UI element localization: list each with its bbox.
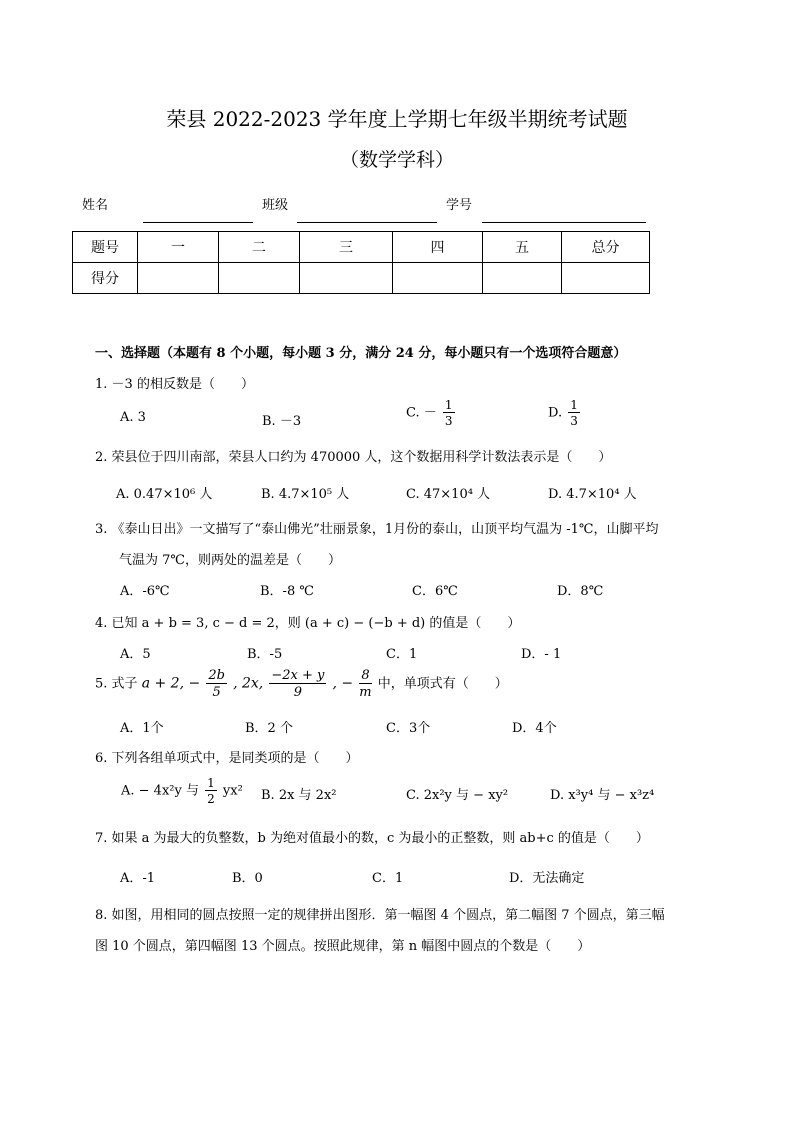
name-label: 姓名 [82,198,109,213]
denominator: 2 [207,792,215,806]
q4-option-c: C．1 [386,647,418,662]
q6-option-c: C. 2x²y 与 − xy² [406,788,509,803]
fraction [269,669,326,699]
table-cell: 三 [300,232,393,263]
denominator: m [359,685,372,700]
fraction [206,669,227,699]
q6-option-a-pre: A. − 4x²y 与 [121,783,199,799]
table-cell: 一 [138,232,219,263]
q1-option-c [406,399,457,427]
q7-option-d: D．无法确定 [509,871,585,886]
q5-term-3: , − [332,675,354,692]
q1-option-a: A. 3 [120,410,146,425]
name-field[interactable] [143,222,253,223]
fraction [359,669,371,699]
question-8-line-1: 8. 如图，用相同的圆点按照一定的规律拼出图形．第一幅图 4 个圆点，第二幅图 7 个圆点，第三幅 [95,908,665,923]
numerator: 1 [444,398,453,412]
q7-option-b: B．0 [232,871,263,886]
q2-option-d: D. 4.7×10⁴ 人 [548,487,637,502]
table-row [73,232,650,263]
q1-option-b: B. －3 [262,414,302,429]
id-label: 学号 [446,198,473,213]
q1-option-d [548,399,582,427]
fraction [443,399,455,427]
q1-option-d-prefix: D. [548,405,563,421]
q5-option-a: A．1个 [120,721,164,736]
id-field[interactable] [482,222,646,223]
class-field[interactable] [297,222,437,223]
table-cell: 得分 [73,263,138,294]
q1-option-c-prefix: C. － [406,405,437,421]
denominator: 9 [293,685,303,700]
q5-suffix: 中，单项式有（ ） [377,676,508,692]
score-input-cell[interactable] [562,263,650,294]
question-4: 4. 已知 a + b = 3, c − d = 2，则 (a + c) − (−b + d) 的值是（ ） [95,616,521,631]
q2-option-a: A. 0.47×10⁶ 人 [116,487,213,502]
table-cell: 五 [483,232,562,263]
question-3-line-1: 3. 《泰山日出》一文描写了“泰山佛光”壮丽景象，1月份的泰山，山顶平均气温为 -1℃，山脚平均 [95,522,659,537]
denominator: 5 [212,685,221,700]
exam-subtitle: （数学学科） [339,149,454,171]
q2-option-c: C. 47×10⁴ 人 [406,487,491,502]
score-input-cell[interactable] [483,263,562,294]
table-cell: 四 [393,232,483,263]
question-3-line-2: 气温为 7℃，则两处的温差是（ ） [119,553,341,568]
question-6: 6. 下列各组单项式中，是同类项的是（ ） [95,751,359,766]
q4-option-a: A．5 [120,647,151,662]
numerator: 1 [570,398,578,412]
q3-option-c: C．6℃ [412,584,458,599]
question-1: 1. －3 的相反数是（ ） [95,377,254,392]
q5-prefix: 5. 式子 [95,676,138,692]
q6-option-d: D. x³y⁴ 与 − x³z⁴ [550,788,655,803]
fraction [205,777,217,805]
table-cell: 题号 [73,232,138,263]
exam-title: 荣县 2022-2023 学年度上学期七年级半期统考试题 [166,107,628,131]
score-input-cell[interactable] [393,263,483,294]
q4-option-d: D．- 1 [521,647,562,662]
q3-option-b: B．-8 ℃ [260,584,314,599]
q7-option-a: A．-1 [120,871,156,886]
score-table [72,231,650,294]
numerator: 1 [207,776,215,790]
question-2: 2. 荣县位于四川南部，荣县人口约为 470000 人，这个数据用科学计数法表示是（ ） [95,450,612,465]
score-input-cell[interactable] [219,263,300,294]
q5-term-2: , 2x, [233,675,264,692]
section-heading: 一、选择题（本题有 8 个小题，每小题 3 分，满分 24 分，每小题只有一个选项符合题意） [95,346,627,361]
q5-option-c: C．3个 [386,721,431,736]
q3-option-a: A．-6℃ [120,584,170,599]
question-8-line-2: 图 10 个圆点，第四幅图 13 个圆点。按照此规律，第 n 幅图中圆点的个数是（ ） [95,939,591,954]
numerator: −2x + y [271,668,325,683]
numerator: 2b [208,668,225,683]
q2-option-b: B. 4.7×10⁵ 人 [261,487,350,502]
q5-option-d: D．4个 [512,721,557,736]
score-input-cell[interactable] [138,263,219,294]
table-cell: 总分 [562,232,650,263]
q5-term-1: a + 2, − [141,675,201,692]
question-5 [95,669,508,699]
numerator: 8 [361,668,370,683]
table-row [73,263,650,294]
q5-option-b: B．2 个 [245,721,293,736]
q6-option-b: B. 2x 与 2x² [261,788,337,803]
q6-option-a-post: yx² [222,783,243,799]
score-input-cell[interactable] [300,263,393,294]
q3-option-d: D．8℃ [557,584,604,599]
q4-option-b: B．-5 [247,647,283,662]
q6-option-a [121,777,243,805]
class-label: 班级 [262,198,289,213]
denominator: 3 [444,414,453,428]
question-7: 7. 如果 a 为最大的负整数，b 为绝对值最小的数，c 为最小的正整数，则 ab+c 的值是（ ） [95,831,649,846]
table-cell: 二 [219,232,300,263]
fraction [568,399,580,427]
q7-option-c: C．1 [372,871,404,886]
denominator: 3 [570,414,578,428]
